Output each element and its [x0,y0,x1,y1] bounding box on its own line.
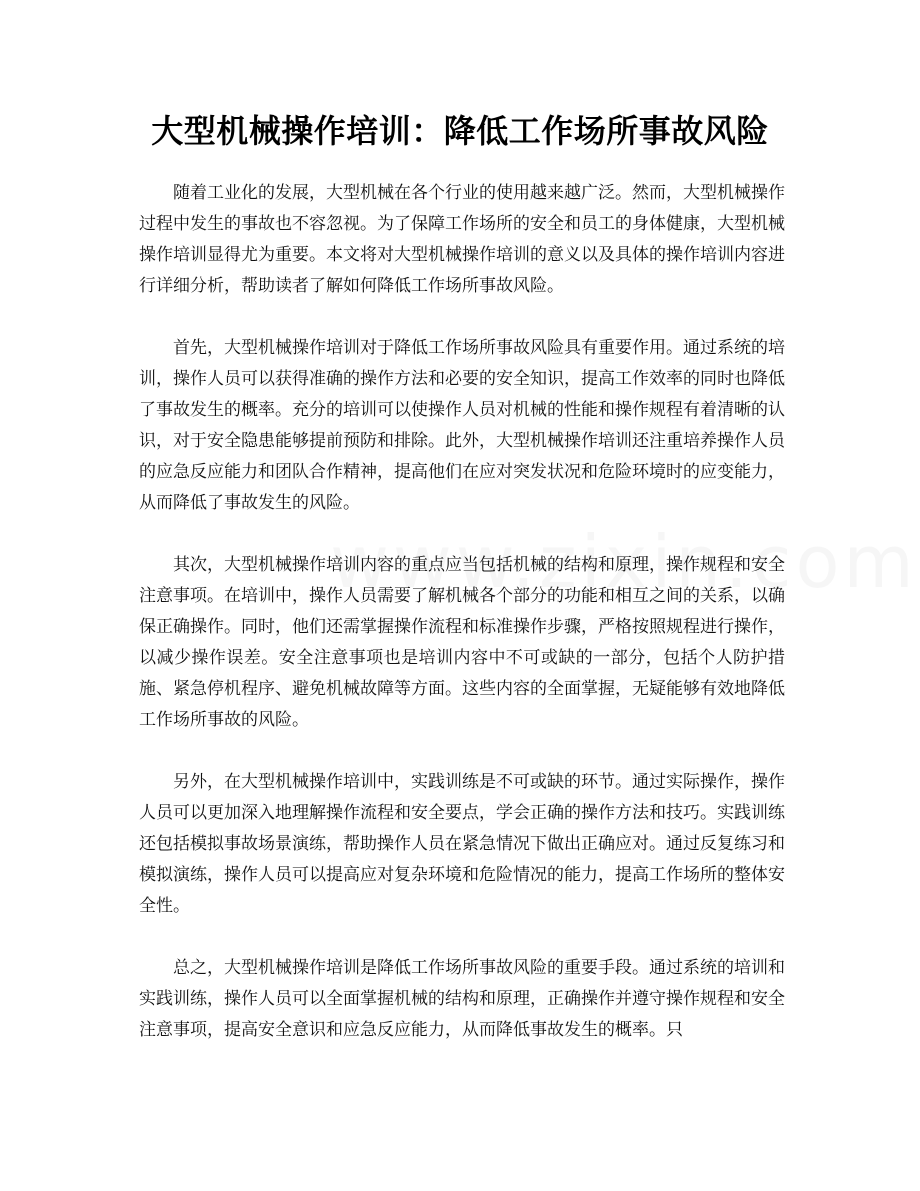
paragraph-intro: 随着工业化的发展，大型机械在各个行业的使用越来越广泛。然而，大型机械操作过程中发生的事故也不容忽视。为了保障工作场所的安全和员工的身体健康，大型机械操作培训显得尤为重要。本文将对大型机械操作培训的意义以及具体的操作培训内容进行详细分析，帮助读者了解如何降低工作场所事故风险。 [139,183,785,296]
page-title: 大型机械操作培训：降低工作场所事故风险 [151,112,769,150]
paragraph-conclusion: 总之，大型机械操作培训是降低工作场所事故风险的重要手段。通过系统的培训和实践训练，操作人员可以全面掌握机械的结构和原理，正确操作并遵守操作规程和安全注意事项，提高安全意识和应急反应能力，从而降低事故发生的概率。只 [139,958,785,1040]
paragraph-additional: 另外，在大型机械操作培训中，实践训练是不可或缺的环节。通过实际操作，操作人员可以更加深入地理解操作流程和安全要点，学会正确的操作方法和技巧。实践训练还包括模拟事故场景演练，帮助操作人员在紧急情况下做出正确应对。通过反复练习和模拟演练，操作人员可以提高应对复杂环境和危险情况的能力，提高工作场所的整体安全性。 [139,772,785,916]
paragraph-second: 其次，大型机械操作培训内容的重点应当包括机械的结构和原理，操作规程和安全注意事项。在培训中，操作人员需要了解机械各个部分的功能和相互之间的关系，以确保正确操作。同时，他们还需掌握操作流程和标准操作步骤，严格按照规程进行操作，以减少操作误差。安全注意事项也是培训内容中不可或缺的一部分，包括个人防护措施、紧急停机程序、避免机械故障等方面。这些内容的全面掌握，无疑能够有效地降低工作场所事故的风险。 [139,555,785,730]
paragraph-first: 首先，大型机械操作培训对于降低工作场所事故风险具有重要作用。通过系统的培训，操作人员可以获得准确的操作方法和必要的安全知识，提高工作效率的同时也降低了事故发生的概率。充分的培训可以使操作人员对机械的性能和操作规程有着清晰的认识，对于安全隐患能够提前预防和排除。此外，大型机械操作培训还注重培养操作人员的应急反应能力和团队合作精神，提高他们在应对突发状况和危险环境时的应变能力，从而降低了事故发生的风险。 [139,338,785,513]
document-body [139,178,785,1077]
